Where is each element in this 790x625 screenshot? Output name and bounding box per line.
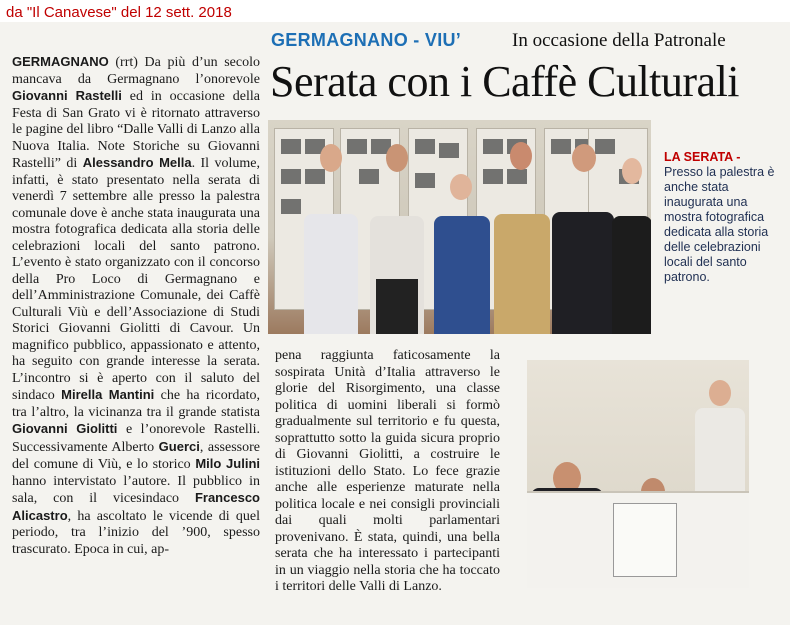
person-head (510, 142, 532, 170)
article-column-1-text (12, 54, 260, 558)
book-cover (613, 503, 677, 577)
article-text: . Il volume, infatti, è stato presentato nella serata di venerdì 7 settembre alle presso la palestra comunale dove è anche stata inaugurata una mostra fotografica dedicata alla storia delle celebrazioni locali del santo patrono. L’evento è stato organizzato con il concorso della Pro Loco di Germagnano e dell’Amministrazione Comunale, dei Caffè Culturali Viù e dell’Associazione di Studi Storici Giovanni Giolitti di Cavour. Un magnifico pubblico, appassionato e attento, ha seguito con grande interesse la serata. L’incontro si è aperto con il saluto del sindaco (12, 156, 260, 403)
person (612, 158, 651, 334)
photo-thumbnail (439, 143, 459, 158)
group-photo (268, 120, 651, 334)
bold-name: Francesco Alicastro (12, 490, 260, 523)
article-column-2 (275, 348, 500, 596)
person (300, 144, 360, 334)
bold-name: Milo Julini (195, 456, 260, 471)
photo-thumbnail (281, 139, 301, 154)
source-note: da "Il Canavese" del 12 sett. 2018 (6, 4, 232, 21)
person (366, 144, 426, 334)
person-body (304, 214, 358, 334)
article-text: , ha ascoltato le vicende di quel periodo, tra l’inizio del ’900, spesso trascurato. Epoca in cui, ap- (12, 508, 260, 557)
person-head (450, 174, 472, 200)
photo-thumbnail (281, 199, 301, 214)
headline: Serata con i Caffè Culturali (270, 57, 740, 106)
presentation-table (527, 491, 749, 588)
bold-name: Mirella Mantini (61, 387, 155, 402)
person-body (434, 216, 490, 334)
person-head (709, 380, 731, 406)
photo-caption (664, 150, 782, 285)
person-head (320, 144, 342, 172)
article-column-1 (12, 54, 260, 558)
caption-text: Presso la palestra è anche stata inaugurata una mostra fotografica dedicata alla storia delle celebrazioni locali del santo patrono. (664, 165, 775, 284)
bold-name: GERMAGNANO (12, 54, 109, 69)
article-text: ed in occasione della Festa di San Grato vi è ritornato attraverso le pagine del libro “Dalle Valli di Lanzo alla Nuova Italia. Note Storiche su Giovanni Rastelli” di (12, 89, 260, 171)
person-body (494, 214, 550, 334)
caption-title: LA SERATA - (664, 150, 741, 164)
article-column-2-text: pena raggiunta faticosamente la sospirata Unità d’Italia attraverso le glorie del Risorgimento, una classe politica di uomini liberali si formò gradualmente sul territorio e fu questa, soprattutto sotto la guida sicura proprio di Giovanni Giolitti, a costruire le istituzioni dello Stato. Lo fece grazie anche alle esperienze maturate nella politica locale e nei consigli provinciali dai quali molti parlamentari provenivano. È stata, quindi, una bella serata che ha interessato i partecipanti in un viaggio nella storia che ha toccato i territori delle Valli di Lanzo. (275, 348, 500, 594)
bold-name: Giovanni Giolitti (12, 421, 118, 436)
person (490, 142, 552, 334)
article-text: e l’onorevole Rastelli. Successivamente Alberto (12, 422, 260, 455)
person-head (622, 158, 642, 184)
bold-name: Alessandro Mella (82, 155, 192, 170)
kicker: In occasione della Patronale (512, 30, 726, 51)
section-tag: GERMAGNANO - VIU’ (271, 30, 462, 50)
person-body (552, 212, 614, 334)
article-text: che ha ricordato, tra l’altro, la vicinanza tra il grande statista (12, 388, 260, 420)
person-body (376, 279, 418, 334)
article-text: (rrt) Da più d’un secolo mancava da Germagnano l’onorevole (12, 55, 260, 87)
person-body (612, 216, 651, 334)
bold-name: Guerci (158, 438, 200, 454)
person (430, 174, 492, 334)
photo-thumbnail (281, 169, 301, 184)
person-head (572, 144, 596, 172)
person (548, 144, 616, 334)
article-text: hanno intervistato l’autore. Il pubblico in sala, con il vicesindaco (12, 473, 260, 506)
bold-name: Giovanni Rastelli (12, 88, 122, 103)
article-text: , assessore del comune di Viù, e lo storico (12, 439, 260, 472)
presentation-photo (527, 360, 749, 588)
person-head (386, 144, 408, 172)
